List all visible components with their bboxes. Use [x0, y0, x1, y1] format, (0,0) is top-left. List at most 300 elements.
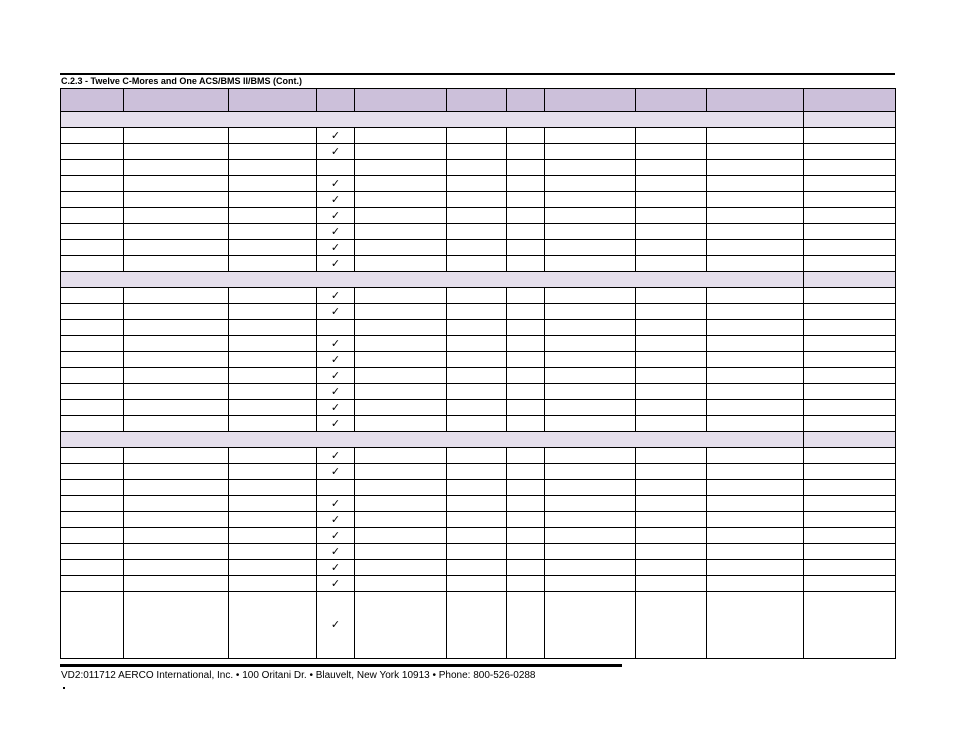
footer-rule [60, 664, 622, 667]
table-cell [229, 448, 317, 464]
checkmark-icon: ✓ [330, 544, 341, 558]
table-cell [229, 384, 317, 400]
table-cell [707, 208, 804, 224]
table-cell [447, 512, 507, 528]
table-cell [636, 144, 707, 160]
table-cell [707, 368, 804, 384]
footer-dot [63, 687, 65, 689]
table-cell [545, 464, 636, 480]
table-cell [229, 592, 317, 659]
table-cell [545, 480, 636, 496]
header-cell [507, 89, 545, 112]
table-cell [447, 288, 507, 304]
table-cell [447, 352, 507, 368]
table-cell [124, 144, 229, 160]
table-cell [355, 448, 447, 464]
table-cell [317, 560, 355, 576]
checkmark-icon: ✓ [330, 128, 341, 142]
table-cell [355, 512, 447, 528]
table-row [61, 528, 896, 544]
table-cell [804, 352, 896, 368]
checkmark-icon: ✓ [330, 464, 341, 478]
table-cell [507, 416, 545, 432]
table-cell [545, 304, 636, 320]
checkmark-icon: ✓ [330, 512, 341, 526]
checkmark-icon: ✓ [330, 448, 341, 462]
table-cell [545, 400, 636, 416]
table-cell [124, 544, 229, 560]
table-cell [804, 144, 896, 160]
table-cell [124, 480, 229, 496]
checkmark-icon: ✓ [330, 496, 341, 510]
table-cell [229, 496, 317, 512]
table-cell [507, 560, 545, 576]
table-cell [317, 448, 355, 464]
section-band [61, 112, 804, 128]
checkmark-icon: ✓ [330, 618, 341, 631]
table-cell [707, 496, 804, 512]
table-cell [124, 320, 229, 336]
table-cell [545, 288, 636, 304]
table-cell [229, 304, 317, 320]
table-cell [124, 208, 229, 224]
header-cell [124, 89, 229, 112]
table-cell [636, 400, 707, 416]
table-cell [636, 304, 707, 320]
table-cell [317, 576, 355, 592]
table-row [61, 336, 896, 352]
table-cell [507, 448, 545, 464]
table-cell [317, 416, 355, 432]
table-cell [229, 144, 317, 160]
checkmark-icon: ✓ [330, 176, 341, 190]
checkmark-icon: ✓ [330, 192, 341, 206]
table-cell [707, 240, 804, 256]
table-cell [61, 480, 124, 496]
table-cell [229, 160, 317, 176]
table-cell [124, 512, 229, 528]
table-cell [804, 304, 896, 320]
table-cell [636, 416, 707, 432]
table-cell [124, 416, 229, 432]
table-cell [124, 576, 229, 592]
table-cell [61, 464, 124, 480]
table-cell [317, 544, 355, 560]
table-cell [229, 224, 317, 240]
table-title: C.2.3 - Twelve C-Mores and One ACS/BMS II/BMS (Cont.) [61, 76, 303, 86]
table-cell [636, 160, 707, 176]
table-cell [317, 320, 355, 336]
table-cell [355, 208, 447, 224]
table-cell [804, 448, 896, 464]
table-cell [447, 368, 507, 384]
header-cell [545, 89, 636, 112]
table-cell [61, 288, 124, 304]
table-cell [355, 592, 447, 659]
table-cell [636, 448, 707, 464]
table-cell [507, 288, 545, 304]
table-cell [707, 512, 804, 528]
table-cell [124, 560, 229, 576]
table-cell [707, 288, 804, 304]
table-cell [507, 144, 545, 160]
table-cell [355, 320, 447, 336]
table-cell [804, 336, 896, 352]
table-cell [229, 512, 317, 528]
table-cell [804, 480, 896, 496]
table-cell [447, 256, 507, 272]
checkmark-icon: ✓ [330, 576, 341, 590]
table-cell [61, 352, 124, 368]
table-cell [447, 496, 507, 512]
wiring-table [60, 88, 896, 659]
table-cell [447, 464, 507, 480]
table-cell [317, 496, 355, 512]
table-cell [707, 224, 804, 240]
checkmark-icon: ✓ [330, 256, 341, 270]
table-cell [355, 304, 447, 320]
table-cell [636, 224, 707, 240]
table-cell [229, 576, 317, 592]
table-cell [317, 144, 355, 160]
table-cell [229, 528, 317, 544]
table-cell [447, 448, 507, 464]
table-cell [636, 384, 707, 400]
table-cell [317, 512, 355, 528]
table-row [61, 320, 896, 336]
table-cell [507, 576, 545, 592]
table-cell [707, 400, 804, 416]
table-cell [545, 560, 636, 576]
table-cell [507, 128, 545, 144]
table-cell [707, 480, 804, 496]
table-cell [507, 160, 545, 176]
table-cell [447, 144, 507, 160]
table-cell [229, 208, 317, 224]
table-cell [636, 368, 707, 384]
table-cell [317, 384, 355, 400]
table-cell [61, 576, 124, 592]
table-cell [355, 224, 447, 240]
table-cell [355, 192, 447, 208]
table-cell [355, 288, 447, 304]
checkmark-icon: ✓ [330, 400, 341, 414]
table-cell [229, 416, 317, 432]
table-cell [229, 192, 317, 208]
table-cell [447, 592, 507, 659]
table-cell [355, 400, 447, 416]
table-cell [124, 528, 229, 544]
table-row [61, 304, 896, 320]
table-cell [545, 416, 636, 432]
table-cell [61, 144, 124, 160]
table-cell [636, 240, 707, 256]
table-cell [317, 208, 355, 224]
section-row [61, 112, 896, 128]
table-row [61, 144, 896, 160]
table-cell [355, 352, 447, 368]
table-cell [804, 512, 896, 528]
table-cell [61, 368, 124, 384]
table-cell [317, 592, 355, 659]
table-cell [545, 192, 636, 208]
top-rule [60, 73, 895, 75]
table-cell [507, 208, 545, 224]
table-row [61, 128, 896, 144]
table-cell [61, 496, 124, 512]
table-cell [355, 160, 447, 176]
table-row [61, 464, 896, 480]
table-cell [804, 128, 896, 144]
table-row [61, 240, 896, 256]
section-band [61, 432, 804, 448]
table-cell [447, 480, 507, 496]
table-cell [447, 384, 507, 400]
table-cell [61, 448, 124, 464]
table-cell [804, 384, 896, 400]
table-cell [447, 176, 507, 192]
table-cell [507, 240, 545, 256]
checkmark-icon: ✓ [330, 240, 341, 254]
table-cell [707, 304, 804, 320]
table-cell [61, 592, 124, 659]
table-cell [124, 352, 229, 368]
table-cell [61, 176, 124, 192]
table-cell [636, 176, 707, 192]
table-cell [804, 592, 896, 659]
table-cell [124, 288, 229, 304]
table-cell [507, 320, 545, 336]
table-cell [507, 336, 545, 352]
checkmark-icon: ✓ [330, 144, 341, 158]
table-cell [124, 256, 229, 272]
table-cell [447, 224, 507, 240]
table-row [61, 256, 896, 272]
table-cell [636, 320, 707, 336]
table-cell [804, 560, 896, 576]
table-cell [447, 304, 507, 320]
table-cell [61, 224, 124, 240]
table-cell [507, 368, 545, 384]
table-cell [707, 384, 804, 400]
table-cell [61, 208, 124, 224]
table-cell [545, 368, 636, 384]
table-cell [229, 352, 317, 368]
table-cell [545, 256, 636, 272]
table-cell [317, 192, 355, 208]
table-cell [707, 576, 804, 592]
table-cell [507, 256, 545, 272]
section-row [61, 272, 896, 288]
table-row [61, 592, 896, 659]
table-cell [545, 240, 636, 256]
table-cell [447, 192, 507, 208]
table-cell [804, 320, 896, 336]
table-cell [804, 496, 896, 512]
table-cell [804, 160, 896, 176]
table-cell [707, 592, 804, 659]
table-cell [636, 288, 707, 304]
table-cell [124, 464, 229, 480]
table-row [61, 576, 896, 592]
table-cell [447, 560, 507, 576]
table-cell [61, 384, 124, 400]
table-cell [317, 224, 355, 240]
table-cell [355, 464, 447, 480]
table-cell [355, 128, 447, 144]
table-cell [804, 288, 896, 304]
header-cell [355, 89, 447, 112]
table-cell [545, 528, 636, 544]
table-cell [61, 192, 124, 208]
table-cell [636, 480, 707, 496]
table-cell [447, 320, 507, 336]
table-cell [317, 176, 355, 192]
table-cell [229, 240, 317, 256]
table-cell [636, 544, 707, 560]
table-row [61, 208, 896, 224]
table-cell [545, 128, 636, 144]
table-cell [61, 304, 124, 320]
table-cell [229, 256, 317, 272]
table-cell [545, 208, 636, 224]
table-cell [636, 208, 707, 224]
table-cell [317, 160, 355, 176]
table-cell [124, 336, 229, 352]
table-cell [447, 336, 507, 352]
table-cell [447, 416, 507, 432]
table-cell [545, 544, 636, 560]
table-cell [355, 560, 447, 576]
table-cell [707, 144, 804, 160]
table-cell [507, 464, 545, 480]
table-cell [61, 400, 124, 416]
header-cell [447, 89, 507, 112]
table-cell [545, 336, 636, 352]
table-cell [804, 544, 896, 560]
table-cell [707, 256, 804, 272]
table-row [61, 176, 896, 192]
table-cell [447, 576, 507, 592]
table-cell [229, 320, 317, 336]
header-cell [229, 89, 317, 112]
header-cell [61, 89, 124, 112]
table-row [61, 512, 896, 528]
table-cell [447, 160, 507, 176]
table-cell [545, 512, 636, 528]
table-cell [317, 352, 355, 368]
table-cell [707, 464, 804, 480]
table-cell [124, 224, 229, 240]
table-cell [636, 464, 707, 480]
table-cell [61, 416, 124, 432]
table-cell [545, 576, 636, 592]
table-cell [507, 528, 545, 544]
table-row [61, 160, 896, 176]
table-cell [707, 160, 804, 176]
table-cell [636, 512, 707, 528]
table-cell [804, 256, 896, 272]
section-band-end [804, 112, 896, 128]
table-cell [447, 240, 507, 256]
table-cell [229, 128, 317, 144]
table-cell [124, 592, 229, 659]
table-cell [124, 160, 229, 176]
table-cell [636, 528, 707, 544]
table-cell [355, 336, 447, 352]
checkmark-icon: ✓ [330, 416, 341, 430]
table-cell [317, 304, 355, 320]
table-cell [507, 400, 545, 416]
table-cell [636, 560, 707, 576]
checkmark-icon: ✓ [330, 208, 341, 222]
table-cell [545, 160, 636, 176]
table-row [61, 224, 896, 240]
table-cell [636, 576, 707, 592]
table-cell [707, 336, 804, 352]
section-row [61, 432, 896, 448]
table-cell [355, 240, 447, 256]
table-cell [124, 240, 229, 256]
table-header-row [61, 89, 896, 112]
checkmark-icon: ✓ [330, 560, 341, 574]
checkmark-icon: ✓ [330, 336, 341, 350]
table-cell [355, 496, 447, 512]
table-cell [636, 336, 707, 352]
table-cell [61, 128, 124, 144]
table-cell [61, 160, 124, 176]
table-row [61, 416, 896, 432]
table-cell [707, 416, 804, 432]
table-row [61, 384, 896, 400]
table-cell [317, 368, 355, 384]
table-cell [707, 352, 804, 368]
table-cell [507, 192, 545, 208]
table-cell [61, 512, 124, 528]
table-cell [507, 176, 545, 192]
table-cell [61, 528, 124, 544]
table-cell [229, 176, 317, 192]
table-cell [229, 464, 317, 480]
table-cell [507, 544, 545, 560]
table-cell [707, 544, 804, 560]
table-body [61, 112, 896, 659]
table-cell [124, 128, 229, 144]
table-cell [124, 192, 229, 208]
table-cell [124, 496, 229, 512]
table-cell [317, 128, 355, 144]
table-cell [804, 416, 896, 432]
table-row [61, 560, 896, 576]
table-cell [447, 128, 507, 144]
table-cell [707, 176, 804, 192]
table-cell [61, 560, 124, 576]
table-cell [317, 528, 355, 544]
table-cell [317, 480, 355, 496]
table-row [61, 192, 896, 208]
table-cell [61, 256, 124, 272]
table-cell [447, 400, 507, 416]
table-cell [124, 448, 229, 464]
table-cell [804, 224, 896, 240]
table-cell [447, 528, 507, 544]
table-cell [507, 496, 545, 512]
table-cell [707, 448, 804, 464]
table-cell [124, 176, 229, 192]
table-cell [355, 576, 447, 592]
table-cell [317, 240, 355, 256]
table-row [61, 352, 896, 368]
